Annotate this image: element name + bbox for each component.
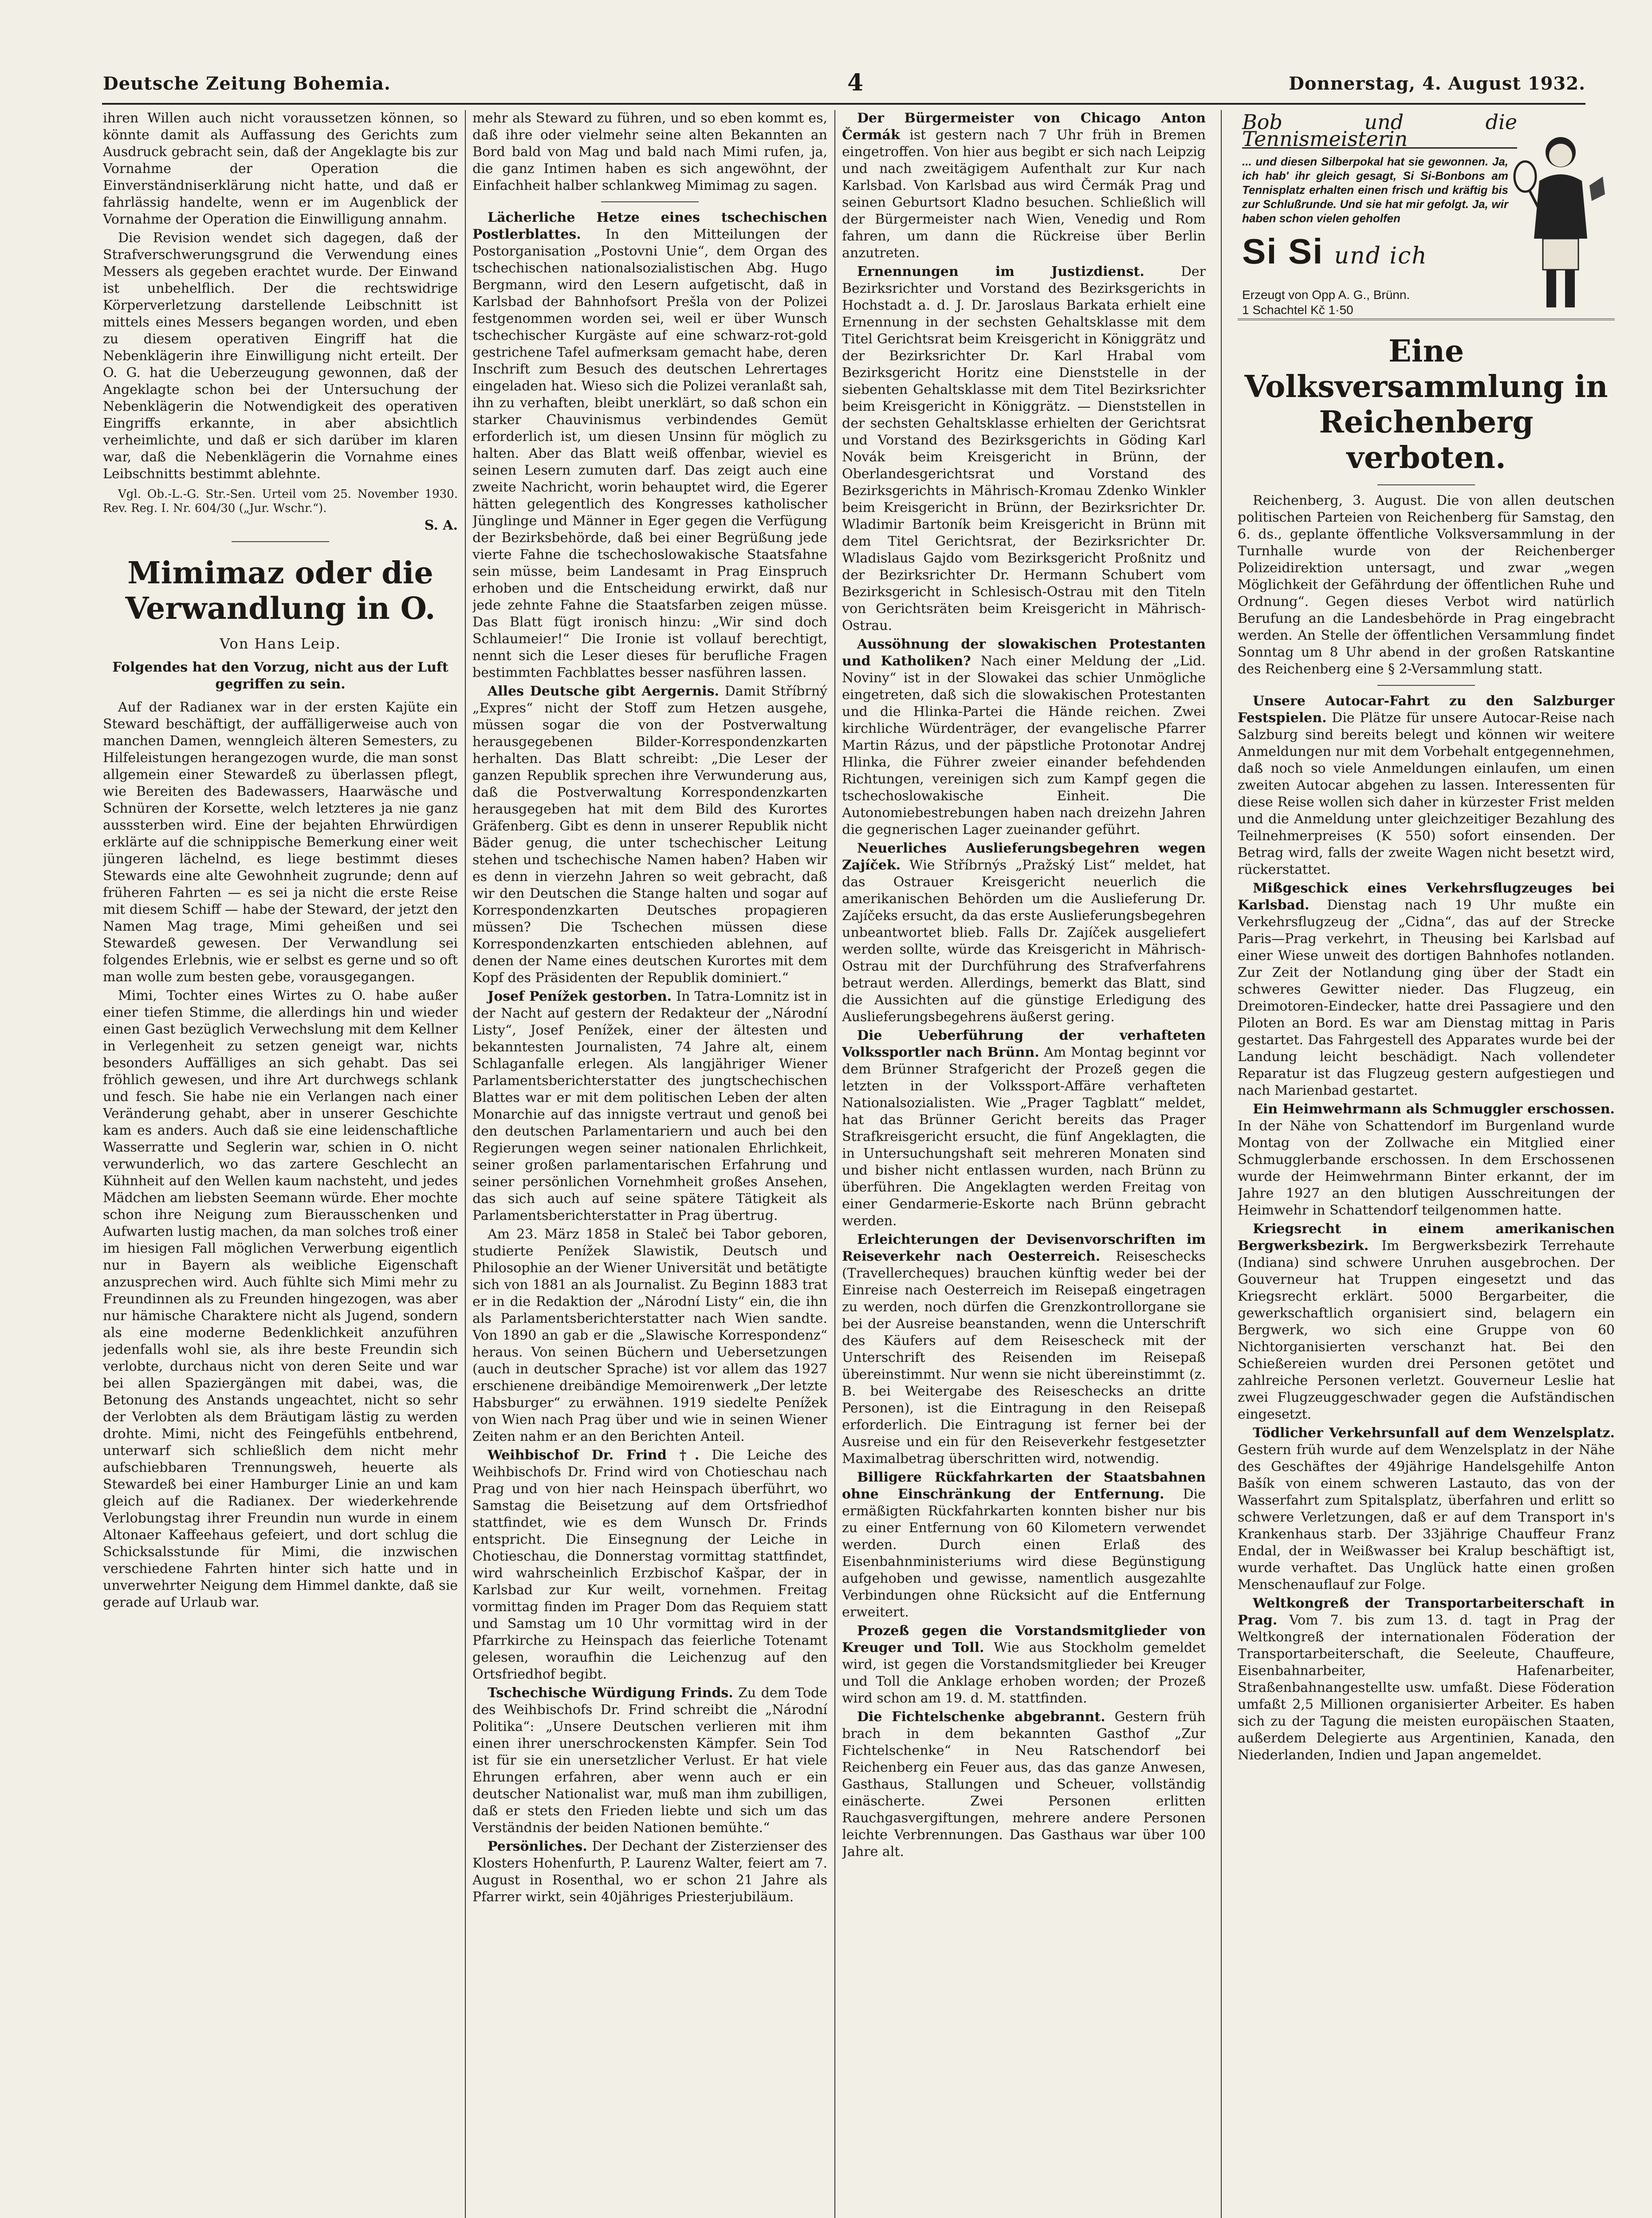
- news-text: Die Plätze für unsere Autocar-Reise nach Salzburg sind bereits belegt und können wir weitere Anmeldungen nur mit dem Vorbehalt entgegennehmen, daß noch so viele Anmeldungen einlaufen, um einen zweiten Autocar abgehen zu lassen. Interessenten für diese Reise wollen sich daher in kürzester Frist melden und die Anmeldung unter gleichzeitiger Bezahlung des Teilnehmerpreises (K 550) sofort einsenden. Der Betrag wird, falls der zweite Wagen nicht besetzt wird, rückerstattet.: [1238, 710, 1615, 877]
- news-text: Die Leiche des Weihbischofs Dr. Frind wird von Chotieschau nach Prag und von hier nach Heinspach überführt, wo Samstag die Beisetzung auf dem Ortsfriedhof stattfindet, wie es dem Wunsch Dr. Frinds entspricht. Die Einsegnung der Leiche in Chotieschau, die Donnerstag vormittag stattfindet, wird wahrscheinlich Erzbischof Kašpar, der in Karlsbad zur Kur weilt, vornehmen. Freitag vormittag finden im Prager Dom das Requiem statt und Samstag um 10 Uhr vormittag wird in der Pfarrkirche zu Heinspach das feierliche Totenamt gelesen, woraufhin die Leichenzug auf den Ortsfriedhof begibt.: [472, 1447, 827, 1682]
- news-text: Gestern früh wurde auf dem Wenzelsplatz in der Nähe des Geschäftes der 49jährige Handelsgehilfe Anton Bašík von einem schweren Lastauto, das von der Wasserfahrt zum Spitalsplatz, überfahren und erlitt so schwere Verletzungen, daß er auf dem Transport in's Krankenhaus starb. Der 33jährige Chauffeur Franz Endal, der in Weißwasser bei Kralup beschäftigt ist, wurde verhaftet. Das Unglück hatte einen großen Menschenauflauf zur Folge.: [1238, 1442, 1615, 1593]
- news-text: Im Bergwerksbezirk Terrehaute (Indiana) sind schwere Unruhen ausgebrochen. Der Gouverneur hat Truppen eingesetzt und das Kriegsrecht erklärt. 5000 Bergarbeiter, die gewerkschaftlich organisiert sind, belagern ein Bergwerk, wo sich eine Gruppe von 60 Nichtorganisierten verschanzt hat. Bei den Schießereien wurden drei Personen getötet und zahlreiche Personen verletzt. Gouverneur Leslie hat zwei Flugzeuggeschwader gegen die Aufständischen eingesetzt.: [1238, 1238, 1615, 1422]
- section-divider: [1377, 685, 1475, 686]
- article-paragraph: Die Revision wendet sich dagegen, daß der Strafverschwerungsgrund die Verwendung eines Messers als gegeben erachtet wurde. Der Einwand ist unbehelflich. Der die rechtswidrige Körperverletzung darstellende Leibschnitt ist mittels eines Messers begangen worden, und eben zu diesem operativen Eingriff hat die Nebenklägerin ihre Einwilligung nicht erteilt. Der O. G. hat die Ueberzeugung gewonnen, daß der Angeklagte schon bei der Untersuchung der Nebenklägerin die Notwendigkeit des operativen Eingriffs erkannte, in aber absichtlich verheimlichte, und daß er sich darüber im klaren war, daß die Nebenklägerin die Vornahme eines Leibschnitts bestimmt ablehnte.: [103, 230, 458, 482]
- news-text: Wie Stříbrnýs „Pražský List“ meldet, hat das Ostrauer Kreisgericht neuerlich die amerikanischen Behörden um die Auslieferung Dr. Zajíčeks ersucht, da das erste Auslieferungsbegehren unbeantwortet blieb. Falls Dr. Zajíček ausgeliefert werden sollte, würde das Kreisgericht in Mährisch-Ostrau mit der Durchführung des Strafverfahrens betraut werden. Allerdings, bemerkt das Blatt, sind die Aussichten auf die günstige Erledigung des Auslieferungsbegehrens äußerst gering.: [842, 857, 1206, 1025]
- news-text: Zu dem Tode des Weihbischofs Dr. Frind schreibt die „Národní Politika“: „Unsere Deutschen verlieren mit ihm einen ihrer unerschrockensten Kämpfer. Sein Tod ist für sie ein unersetzlicher Verlust. Er hat viele Ehrungen erfahren, aber wenn auch er ein deutscher Nationalist war, muß man ihm zubilligen, daß er stets den Frieden liebte und sich um das Verständnis der beiden Nationen bemühte.“: [472, 1685, 827, 1836]
- ad-brand: [1242, 232, 1428, 271]
- news-title: Ein Heimwehrmann als Schmuggler erschossen.: [1253, 1101, 1615, 1117]
- news-title: Tödlicher Verkehrsunfall auf dem Wenzelsplatz.: [1253, 1425, 1615, 1441]
- ad-copy: ... und diesen Silberpokal hat sie gewonnen. Ja, ich hab' ihr gleich gesagt, Si Si-Bonbons am Tennisplatz erhalten einen frisch und kräftig bis zur Schlußrunde. Und sie hat mir gefolgt. Ja, wir haben schon vielen geholfen: [1242, 155, 1508, 225]
- section-divider: [601, 201, 699, 202]
- ad-price: 1 Schachtel Kč 1·50: [1242, 303, 1353, 317]
- section-divider: [232, 541, 329, 542]
- news-text: In der Nähe von Schattendorf im Burgenland wurde Montag von der Zollwache ein Mitglied einer Schmugglerbande erschossen. In dem Erschossenen wurde der Heimwehrmann Binter erkannt, der im Jahre 1927 an den blutigen Ausschreitungen der Heimwehr in Schattendorf teilgenommen hatte.: [1238, 1118, 1615, 1218]
- news-title: Kriegsrecht in einem amerikanischen Bergwerksbezirk.: [1238, 1221, 1615, 1254]
- sisi-advertisement: [1238, 110, 1615, 320]
- news-title: Mißgeschick eines Verkehrsflugzeuges bei Karlsbad.: [1238, 881, 1615, 913]
- news-title: Lächerliche Hetze eines tschechischen Postlerblattes.: [472, 210, 827, 242]
- column-2: [472, 110, 827, 2218]
- news-title: Neuerliches Auslieferungsbegehren wegen Zajíček.: [842, 841, 1206, 873]
- news-title: Billigere Rückfahrkarten der Staatsbahnen ohne Einschränkung der Entfernung.: [842, 1470, 1206, 1502]
- news-text: Wie aus Stockholm gemeldet wird, ist gegen die Vorstandsmitglieder bei Kreuger und Toll die Anklage erhoben worden; der Prozeß wird schon am 19. d. M. stattfinden.: [842, 1640, 1206, 1706]
- column-3: [842, 110, 1206, 2218]
- ad-slogan: Bob und die Tennismeisterin: [1242, 110, 1517, 151]
- tennis-player-illustration: [1512, 128, 1609, 314]
- article-paragraph: Auf der Radianex war in der ersten Kajüte ein Steward beschäftigt, der auffälligerweise auch von manchen Damen, wenngleich älteren Semesters, zu Hilfeleistungen herangezogen wurde, die man sonst allgemein einer Stewardeß zu überlassen pflegt, wie Bereiten des Badewassers, Haarwäsche und Schnüren der Korsette, welch letzteres ja nie ganz ausssterben wird. Eine der bejahten Ehrwürdigen erklärte auf die schnippische Bemerkung einer weit jüngeren lächelnd, es liege bestimmt dieses Stewards eine alte Gewohnheit zugrunde; denn auf früheren Fahrten — es sei ja nicht die erste Reise mit diesem Schiff — habe der Steward, der jetzt den Namen Mag trage, Mimi geheißen und sei Stewardeß gewesen. Der Verwandlung sei folgendes Erlebnis, wie er selbst es gerne und so oft man wolle zum besten gebe, vorausgegangen.: [103, 700, 458, 985]
- ad-manufacturer: [1242, 287, 1410, 318]
- legal-citation: Vgl. Ob.-L.-G. Str.-Sen. Urteil vom 25. November 1930. Rev. Reg. I. Nr. 604/30 („Jur. Wschr.“).: [103, 488, 458, 515]
- news-title: Unsere Autocar-Fahrt zu den Salzburger Festspielen.: [1238, 693, 1615, 726]
- news-title: Alles Deutsche gibt Aergernis.: [488, 684, 719, 699]
- news-text: Nach einer Meldung der „Lid. Noviny“ ist in der Slowakei das schier Unmögliche eingetreten, daß sich die slowakischen Protestanten und die Hlinka-Partei die Hände reichen. Zwei kirchliche Würdenträger, der evangelische Pfarrer Martin Rázus, und der päpstliche Protonotar Andrej Hlinka, die Führer zweier einander befehdenden Richtungen, vereinigen sich zum Kampf gegen die tschechoslowakische Einheit. Die Autonomiebestrebungen haben nach dreizehn Jahren die gegnerischen Lager zueinander geführt.: [842, 653, 1206, 838]
- news-title: Die Ueberführung der verhafteten Volkssportler nach Brünn.: [842, 1028, 1206, 1060]
- news-text: Reiseschecks (Travellercheques) brauchen künftig weder bei der Einreise nach Oesterreich im Reisepaß eingetragen zu werden, noch dürfen die Grenzkontrollorgane sie bei der Ausreise beanstanden, wenn die Unterschrift des Käufers auf dem Reisescheck mit der Unterschrift des Reisenden im Reisepaß übereinstimmt. Nur wenn sie nicht übereinstimmt (z. B. bei Weitergabe des Reiseschecks an dritte Personen), ist die Eintragung in den Reisepaß erforderlich. Die Eintragung ist ferner bei der Ausreise und ein für den Reiseverkehr festgesetzter Maximalbetrag überschritten wird, notwendig.: [842, 1249, 1206, 1467]
- page-number: 4: [847, 69, 864, 96]
- news-title: Prozeß gegen die Vorstandsmitglieder von Kreuger und Toll.: [842, 1623, 1206, 1656]
- news-title: Persönliches.: [488, 1839, 587, 1854]
- news-text: Der Dechant der Zisterzienser des Klosters Hohenfurth, P. Laurenz Walter, feiert am 7. August in Rosenthal, wo er schon 21 Jahre als Pfarrer wirkt, sein 40jähriges Priesterjubiläum.: [472, 1839, 827, 1905]
- news-text: Gestern früh brach in dem bekannten Gasthof „Zur Fichtelschenke“ in Neu Ratschendorf bei Reichenberg ein Feuer aus, das das ganze Anwesen, Gasthaus, Stallungen und Scheuer, vollständig einäscherte. Zwei Personen erlitten Rauchgasvergiftungen, mehrere andere Personen leichte Verbrennungen. Das Gasthaus war über 100 Jahre alt.: [842, 1709, 1206, 1860]
- byline: Von Hans Leip.: [220, 635, 341, 652]
- news-text: Am Montag beginnt vor dem Brünner Strafgericht der Prozeß gegen die letzten in der Volkssport-Affäre verhafteten Nationalsozialisten. Wie „Prager Tagblatt“ meldet, hat das Brünner Gericht bereits das Prager Strafkreisgericht ersucht, die fünf Angeklagten, die in Untersuchungshaft seit mehreren Monaten sind und bisher nicht entlassen wurden, nach Brünn zu überführen. Die Angeklagten werden Freitag von einer Gendarmerie-Eskorte nach Brünn gebracht werden.: [842, 1045, 1206, 1229]
- feuilleton-headline: Mimimaz oder die Verwandlung in O.: [125, 555, 436, 626]
- news-text: Dienstag nach 19 Uhr mußte ein Verkehrsflugzeug der „Cidna“, das auf der Strecke Paris—Prag verkehrt, in Theusing bei Karlsbad auf einer Wiese unweit des dortigen Bahnhofes notlanden. Zur Zeit der Notlandung ging über der Stadt ein schweres Gewitter nieder. Das Flugzeug, ein Dreimotoren-Eindecker, hatte drei Passagiere und den Piloten an Bord. Es war am Dienstag mittag in Paris gestartet. Das Fahrgestell des Apparates wurde bei der Landung leicht beschädigt. Nach vollendeter Reparatur ist das Flugzeug gestern aufgestiegen und nach Marienbad gestartet.: [1238, 897, 1615, 1098]
- story-intro: Folgendes hat den Vorzug, nicht aus der Luft gegriffen zu sein.: [112, 660, 448, 692]
- news-title: Die Fichtelschenke abgebrannt.: [857, 1709, 1105, 1725]
- news-headline: Eine Volksversammlung in Reichenberg verboten.: [1244, 334, 1608, 476]
- ad-brand-tagline: und ich: [1334, 243, 1428, 269]
- news-text: Die ermäßigten Rückfahrkarten konnten bisher nur bis zu einer Entfernung von 60 Kilometern verwendet werden. Durch einen Erlaß des Eisenbahnministeriums wird diese Begünstigung aufgehoben und gewisse, namentlich ausgezahlte Verbindungen ohne Rücksicht auf die Entfernung erweitert.: [842, 1487, 1206, 1620]
- ad-brand-name: Si Si: [1242, 232, 1324, 271]
- news-text: Der Bezirksrichter und Vorstand des Bezirksgerichts in Hochstadt a. d. J. Dr. Jaroslaus Barkata erhielt eine Ernennung in der sechsten Gehaltsklasse mit dem Titel Gerichtsrat beim Kreisgericht in Königgrätz und der Bezirksrichter Dr. Karl Hrabal vom Bezirksgericht Horitz eine Dienststelle in der siebenten Gehaltsklasse mit dem Titel Bezirksrichter beim Kreisgericht in Königgrätz. — Dienststellen in der sechsten Gehaltsklasse erhielten der Gerichtsrat und Vorstand des Bezirksgerichts in Göding Karl Novák beim Kreisgericht in Brünn, der Oberlandesgerichtsrat und Vorstand des Bezirksgerichts in Mährisch-Kromau Zdenko Winkler beim Kreisgericht in Brünn, der Bezirksrichter Dr. Wladimir Bartoník beim Kreisgericht in Brünn mit dem Titel Gerichtsrat, der Bezirksrichter Dr. Wladislaus Gajdo vom Bezirksgericht Proßnitz und der Bezirksrichter Dr. Hermann Schubert vom Bezirksgericht in Schlesisch-Ostrau mit den Titeln von Gerichtsräten beim Kreisgericht in Mährisch-Ostrau.: [842, 264, 1206, 633]
- issue-date: Donnerstag, 4. August 1932.: [1289, 73, 1585, 94]
- news-title: Aussöhnung der slowakischen Protestanten und Katholiken?: [842, 637, 1206, 669]
- author-signature: S. A.: [424, 518, 458, 533]
- news-text: Vom 7. bis zum 13. d. tagt in Prag der Weltkongreß der internationalen Föderation der Transportarbeiterschaft, die Seeleute, Chauffeure, Eisenbahnarbeiter, Hafenarbeiter, Straßenbahnangestellte usw. umfaßt. Diese Föderation umfaßt 2,5 Millionen organisierter Arbeiter. Es haben sich zu der Tagung die meisten europäischen Staaten, außerdem Delegierte aus Argentinien, Kanada, den Niederlanden, Indien und Japan angemeldet.: [1238, 1612, 1615, 1763]
- article-paragraph: Am 23. März 1858 in Staleč bei Tabor geboren, studierte Penížek Slawistik, Deutsch und Philosophie an der Wiener Universität und betätigte sich von 1881 an als Journalist. Zu Beginn 1883 trat er in die Redaktion der „Národní Listy“ ein, die ihn als Parlamentsberichterstatter nach Wien sandte. Von 1890 an gab er die „Slawische Korrespondenz“ heraus. Von seinen Büchern und Uebersetzungen (auch in deutscher Sprache) ist vor allem das 1927 erschienene dreibändige Memoirenwerk „Der letzte Habsburger“ zu erwähnen. 1919 siedelte Penížek von Wien nach Prag über und wie in seinen Wiener Zeiten nahm er an den Berichten Anteil.: [472, 1227, 827, 1444]
- header-rule: [102, 103, 1585, 105]
- news-text: In den Mitteilungen der Postorganisation „Postovni Unie“, dem Organ des tschechischen nationalsozialistischen Abg. Hugo Bergmann, wird den Lesern aufgetischt, daß in Karlsbad der Bahnhofsort Prešla von der Polizei festgenommen worden sei, weil er über Wunsch tschechischer Kurgäste auf eine schwarz-rot-gold gestrichene Tafel aufmerksam gemacht habe, deren Inschrift zum Besuch des deutschen Lehrertages eingeladen hat. Wieso sich die Polizei veranlaßt sah, ihn zu verhaften, bleibt unerklärt, so daß schon ein starker Chauvinismus verbindendes Gemüt erforderlich ist, um diesen Unsinn für möglich zu halten. Aber das Blatt weiß offenbar, wieviel es seinen Lesern zumuten darf. Das zeigt auch eine zweite Nachricht, worin behauptet wird, die Egerer hätten gelegentlich des Kongresses katholischer Jünglinge und Männer in Eger gegen die Verfügung der Bezirksbehörde, daß bei einer Begrüßung jede vierte Fahne die tschechoslowakische Staatsfahne sein müsse, beim Landesamt in Prag Einspruch erhoben und die Entscheidung erwirkt, daß nur jede zehnte Fahne die Staatsfarben zeigen müsse. Das Blatt fügt ironisch hinzu: „Wir sind doch Schlaumeier!“ Die Ironie ist vollauf berechtigt, nennt sich die Leser dieses für berufliche Fragen bestimmten Fachblattes besser nasführen lassen.: [472, 227, 827, 680]
- column-divider: [834, 110, 835, 2218]
- news-title: Der Bürgermeister von Chicago Anton Čermák: [842, 110, 1206, 143]
- column-divider: [1221, 110, 1222, 2218]
- masthead-title: Deutsche Zeitung Bohemia.: [103, 73, 391, 94]
- column-1: [103, 110, 458, 2218]
- news-title: Weltkongreß der Transportarbeiterschaft in Prag.: [1238, 1596, 1615, 1628]
- section-divider: [1377, 484, 1475, 485]
- article-paragraph: ihren Willen auch nicht voraussetzen können, so könnte damit als Auffassung des Gerichts zum Ausdruck gebracht sein, daß der Angeklagte bis zur Vornahme der Operation die Einverständniserklärung nicht hatte, und daß er fahrlässig handelte, wenn er im Augenblick der Vornahme der Operation die Einwilligung annahm.: [103, 110, 458, 227]
- news-text: In Tatra-Lomnitz ist in der Nacht auf gestern der Redakteur der „Národní Listy“, Josef Penížek, einer der ältesten und bekanntesten Journalisten, 74 Jahre alt, einem Schlaganfalle erlegen. Als langjähriger Wiener Parlamentsberichterstatter des jungtschechischen Blattes war er mit dem politischen Leben der alten Monarchie auf das innigste vertraut und genoß bei den deutschen Parlamentariern und auch bei den Regierungen wegen seiner nationalen Ehrlichkeit, seiner großen parlamentarischen Erfahrung und seiner persönlichen Vornehmheit großes Ansehen, das sich auch auf seine spätere Tätigkeit als Parlamentsberichterstatter in Prag übertrug.: [472, 989, 827, 1223]
- article-paragraph: Mimi, Tochter eines Wirtes zu O. habe außer einer tiefen Stimme, die allerdings hin und wieder einen Gast bezüglich Verwechslung mit dem Kellner in Verlegenheit zu setzen geneigt war, nichts besonders Auffälliges an sich gehabt. Das sei fröhlich gewesen, und ihre Art durchwegs schlank und fesch. Sie habe nie ein Verlangen nach einer Veränderung gehabt, aber in unserer Geschichte kam es anders. Auch daß sie eine leidenschaftliche Wasserratte und Seglerin war, schien in O. nicht verwunderlich, wo das zartere Geschlecht an Kühnheit auf den Wellen kaum nachsteht, und jedes Mädchen am liebsten Seemann würde. Eher mochte schon ihre Neigung zum Bierausschenken und Aufwarten lustig machen, da man solches troß einer im hiesigen Fall möglichen Verwerbung eigentlich nur in Bayern als weibliche Eigenschaft anzusprechen wird. Auch fühlte sich Mimi mehr zu Freundinnen als zu Freunden hingezogen, was aber nur hämische Charaktere nicht als Jugend, sondern als eine moderne Bedenklichkeit anzuführen jedenfalls wohl sie, als ihre beste Freundin sich verlobte, durchaus nicht von deren Seite und war bei allen Spaziergängen mit dabei, was, die Betonung des Anstands ungeachtet, nicht so sehr der Verlobten als dem Bräutigam lästig zu werden drohte. Mimi, nicht des Feingefühls entbehrend, unterwarf sich schließlich dem nicht mehr aufschiebbaren Trennungsweh, heuerte als Stewardeß bei einer Hamburger Linie an und kam gleich auf die Radianex. Der wiederkehrende Verlobungstag ihrer Freundin nun wurde in einem Altonaer Kaffeehaus gefeiert, und dort schlug die Schicksalsstunde für Mimi, die inzwischen verschiedene Fahrten hinter sich hatte und in unverwehrter Neigung dem Himmel dankte, daß sie gerade auf Urlaub war.: [103, 988, 458, 1610]
- news-text: ist gestern nach 7 Uhr früh in Bremen eingetroffen. Von hier aus begibt er sich nach Leipzig und nach zweitägigem Aufenthalt zur Kur nach Karlsbad. Von Karlsbad aus wird Čermák Prag und seinen Geburtsort Kladno besuchen. Schließlich will der Bürgermeister nach Wien, Venedig und Rom fahren, um dann die Rückreise über Berlin anzutreten.: [842, 127, 1206, 261]
- news-title: Tschechische Würdigung Frinds.: [488, 1685, 733, 1701]
- column-divider: [465, 110, 466, 2218]
- news-title: Weihbischof Dr. Frind †.: [488, 1447, 700, 1463]
- news-text: Damit Stříbrný „Expres“ nicht der Stoff zum Hetzen ausgehe, müssen sogar die von der Postverwaltung herausgegebenen Bilder-Korrespondenzkarten herhalten. Das Blatt schreibt: „Die Leser der ganzen Republik sprechen ihre Verwunderung aus, daß die Postverwaltung Korrespondenzkarten herausgegeben hat mit dem Bild des Kurortes Gräfenberg. Gibt es denn in unserer Republik nicht Bäder genug, die unter tschechischer Leitung stehen und tschechische Namen haben? Haben wir es denn in vierzehn Jahren so weit gebracht, daß wir den Deutschen die Stange halten und sogar auf Korrespondenzkarten Deutsches propagieren müssen? Die Tschechen müssen diese Korrespondenzkarten entschieden ablehnen, auf denen der Name eines deutschen Kurortes mit dem Kopf des Präsidenten der Republik dominiert.“: [472, 684, 827, 986]
- news-title: Josef Penížek gestorben.: [488, 989, 672, 1004]
- article-paragraph: mehr als Steward zu führen, und so eben kommt es, daß ihre oder vielmehr seine alten Bekannten an Bord bald von Mag und bald nach Mimi rufen, ja, die ganz Intimen haben es sich angewöhnt, der Einfachheit halber schlankweg Mimimag zu sagen.: [472, 110, 827, 193]
- article-paragraph: Reichenberg, 3. August. Die von allen deutschen politischen Parteien von Reichenberg für Samstag, den 6. ds., geplante öffentliche Volksversammlung in der Turnhalle wurde von der Reichenberger Polizeidirektion untersagt, und zwar „wegen Möglichkeit der Gefährdung der öffentlichen Ruhe und Ordnung“. Gegen dieses Verbot wird natürlich Berufung an die Landesbehörde in Prag eingebracht werden. An Stelle der öffentlichen Versammlung findet Sonntag um 8 Uhr abend in der großen Ratskantine des Reichenberg eine § 2-Versammlung statt.: [1238, 493, 1615, 677]
- ad-manufacturer-line: Erzeugt von Opp A. G., Brünn.: [1242, 288, 1410, 302]
- news-title: Ernennungen im Justizdienst.: [857, 264, 1145, 279]
- column-4: [1238, 110, 1615, 2218]
- news-title: Erleichterungen der Devisenvorschriften im Reiseverkehr nach Oesterreich.: [842, 1232, 1206, 1264]
